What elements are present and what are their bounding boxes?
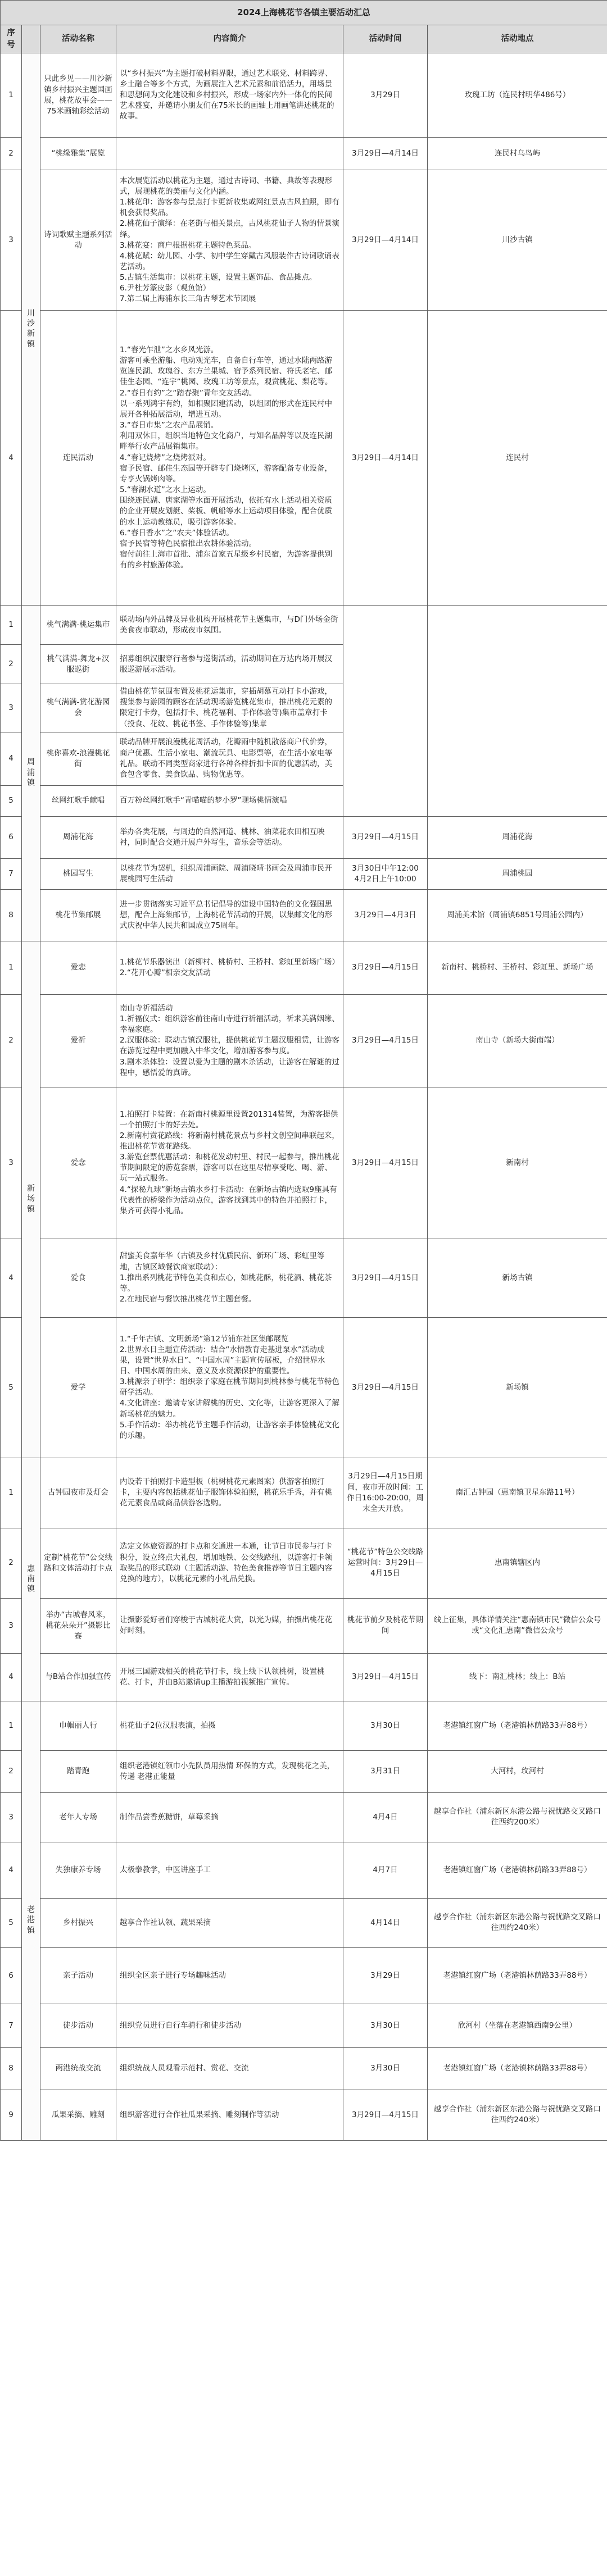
activity-desc: 开展三国游戏相关的桃花节打卡，线上线下认领桃树，设置桃花、打卡，并由B站邀请up主播游拍视频推广宣传。 — [116, 1653, 343, 1701]
row-number: 4 — [1, 1653, 22, 1701]
activity-time: 3月29日—4月15日 — [343, 1239, 428, 1317]
activity-name: 桃气满满-舞龙+汉服巡街 — [40, 645, 116, 684]
table-row — [1, 889, 607, 941]
row-number: 8 — [1, 2047, 22, 2090]
activity-desc: 1.“春光乍泄”之水乡风光游。 游客可乘坐游船、电动观光车，自备自行车等，通过水陆两路游览连民湖、玫瑰谷、东方兰果城、宿予系列民宿、符氏老宅、邮佳生态园、“连宇”桃园、玫瑰工坊等景点，观赏桃花、梨花等。 2.“春日有约”之“踏春聚”青年交友活动。 以一系列鸿宇有约，如相聚团建活动，以组团的形式在连民村中展开各种拓展活动，增进互动。 3.“春日市集”之农产品展销。 利用双休日，组织当地特色文化商户，与知名品牌等以及连民湖畔举行农产品展销集市。 4.“春记烧烤”之烧烤派对。 宿予民宿、邮佳生态园等开辟专门烧烤区，游客配备专业设备，专享火锅烤肉等。 5.“春湖水道”之水上运动。 围绕连民湖、唐家湖等水面开展活动，依托有水上活动相关资质的企业开展皮划艇、桨板、帆船等水上运动项目体验，配合优质的水上运动教练员，吸引游客体验。 6.“春日香水”之“农夫”体验活动。 宿予民宿等特色民宿推出农耕体验活动。 宿付前往上海市首批、浦东首家五星级乡村民宿，为游客提供别有的乡村旅游体验。 — [116, 311, 343, 606]
table-row — [1, 1087, 607, 1239]
town-name — [22, 1458, 40, 1701]
table-row — [1, 816, 607, 858]
activity-name: 桃气满满-赏花游园会 — [40, 684, 116, 732]
activity-time: 3月31日 — [343, 1750, 428, 1792]
activity-desc: 进一步贯彻落实习近平总书记倡导的建设中国特色的文化强国思想，配合上海集邮节，上海桃花节活动的开展，以集邮文化的形式庆祝中华人民共和国成立75周年。 — [116, 889, 343, 941]
activity-place: 线下：南汇桃林；线上：B站 — [428, 1653, 607, 1701]
town-label: 新场镇 — [27, 1184, 35, 1214]
activity-name: 老年人专场 — [40, 1792, 116, 1842]
table-row — [1, 1898, 607, 1947]
table-row — [1, 138, 607, 170]
activity-time: “桃花节”特色公交线路运营时间：3月29日—4月15日 — [343, 1528, 428, 1598]
activity-name: 瓜果采摘、雕刻 — [40, 2090, 116, 2140]
row-number: 3 — [1, 170, 22, 311]
activity-place: 老港镇红窗广场（老港镇林荫路33弄88号） — [428, 1842, 607, 1898]
activity-name: 定制“桃花节”公交线路和文体活动打卡点 — [40, 1528, 116, 1598]
table-row — [1, 1842, 607, 1898]
activity-time: 3月29日—4月15日 — [343, 1087, 428, 1239]
activity-time: 3月29日—4月15日期间，夜市开放时间：工作日16:00-20:00，周末全天开放。 — [343, 1458, 428, 1528]
activity-name: 与B站合作加强宣传 — [40, 1653, 116, 1701]
activity-time: 3月29日—4月15日 — [343, 2090, 428, 2140]
table-row — [1, 1239, 607, 1317]
activity-place: 新南村 — [428, 1087, 607, 1239]
activity-name: 巾帼丽人行 — [40, 1701, 116, 1750]
activity-desc: 联动场内外品牌及异业机构开展桃花节主题集市，与D门外场金街美食夜市联动，形成夜市氛围。 — [116, 606, 343, 645]
activity-name: 桃园写生 — [40, 858, 116, 889]
town-label: 周浦镇 — [27, 758, 35, 788]
row-number: 4 — [1, 1239, 22, 1317]
row-number: 3 — [1, 1792, 22, 1842]
activity-name: 徒步活动 — [40, 2004, 116, 2047]
activity-desc: 组织党员进行自行车骑行和徒步活动 — [116, 2004, 343, 2047]
activity-desc: 招募组织汉服穿行者参与巡街活动，活动期间在万达内场开展汉服巡游展示活动。 — [116, 645, 343, 684]
activity-time: 3月29日—4月15日 — [343, 994, 428, 1087]
row-number: 1 — [1, 941, 22, 994]
activity-name: 失独康养专场 — [40, 1842, 116, 1898]
row-number: 6 — [1, 816, 22, 858]
activity-desc: 1.桃花节乐器演出（新柳村、桃桥村、王桥村、彩虹里新场广场） 2.“花开心瓣”相亲交友活动 — [116, 941, 343, 994]
activity-place — [428, 606, 607, 817]
activity-place: 越享合作社（浦东新区东港公路与祝忧路交叉路口往西约200米） — [428, 1792, 607, 1842]
activity-desc: 桃花仙子2位汉服表演，拍摄 — [116, 1701, 343, 1750]
table-row — [1, 2004, 607, 2047]
activity-name: 爱祈 — [40, 994, 116, 1087]
table-row — [1, 1653, 607, 1701]
activity-time: 4月4日 — [343, 1792, 428, 1842]
activity-desc: 甜蜜美食嘉年华（古镇及乡村优质民宿、新环广场、彩虹里等地，古镇区域餐饮商家联动）： 1.推出系列桃花节特色美食和点心，如桃花酥，桃花酒、桃花茶等。 2.在地民宿与餐饮推出桃花节主题套餐。 — [116, 1239, 343, 1317]
row-number: 1 — [1, 53, 22, 138]
town-label: 老港镇 — [27, 1905, 35, 1935]
town-name — [22, 1701, 40, 2140]
activity-desc: 1.拍照打卡装置：在新南村桃源里设置201314装置，为游客提供一个拍照打卡的好去处。 2.新南村赏花路线：将新南村桃花景点与乡村文创空间串联起来，推出桃花节赏花路线。 3.游览套票优惠活动：和桃花发动村里、村民一起参与，推出桃花节期间限定的游览套票，游客可以在这里尽情享受吃、喝、游、玩一站式服务。 4.“探秘九球”新场古镇水乡打卡活动：在新场古镇内选取9座具有代表性的桥梁作为活动点位，游客找到其中的特色并拍照打卡，集齐可获得小礼品。 — [116, 1087, 343, 1239]
activity-desc: 以“乡村振兴”为主题打破材料界限，通过艺术联党、材料跨界、乡土融合等多个方式，为画展注入艺术元素和前沿活力，用场景和思想问为文化建设和乡村振兴，形成一场家内外一体化的民间艺术盛宴，并邀请小朋友们在75米长的画轴上用画笔讲述桃花的故事。 — [116, 53, 343, 138]
header-no: 序号 — [1, 25, 22, 53]
activity-desc: 太极拳教学，中医讲座手工 — [116, 1842, 343, 1898]
activity-name: 只此乡见——川沙新镇乡村振兴主题国画展，桃花故事会——75米画轴彩绘活动 — [40, 53, 116, 138]
activity-time: 3月29日—4月14日 — [343, 311, 428, 606]
row-number: 9 — [1, 2090, 22, 2140]
activity-name: 桃花节集邮展 — [40, 889, 116, 941]
activity-name: 诗词歌赋主题系列活动 — [40, 170, 116, 311]
activity-name: 丝网红歌手献唱 — [40, 785, 116, 816]
activity-desc: 组织全区亲子进行专场趣味活动 — [116, 1947, 343, 2004]
activity-place: 南汇古钟园（惠南镇卫星东路11号） — [428, 1458, 607, 1528]
header-place: 活动地点 — [428, 25, 607, 53]
activity-desc: 内设若干拍照打卡造型板（桃树桃花元素图案）供游客拍照打卡，主要内容包括桃花仙子服饰体验拍照，桃花乐手秀，并有桃花元素食品或商品供游客选购。 — [116, 1458, 343, 1528]
header-town — [22, 25, 40, 53]
activity-place: 新场古镇 — [428, 1239, 607, 1317]
row-number: 2 — [1, 1528, 22, 1598]
activity-place: 连民村乌鸟屿 — [428, 138, 607, 170]
activity-time: 3月30日中午12:00 4月2日上午10:00 — [343, 858, 428, 889]
activity-desc: 百万粉丝网红歌手“青喵喵的梦小罗”现场桃情演唱 — [116, 785, 343, 816]
activity-name: 古钟园夜市及灯会 — [40, 1458, 116, 1528]
town-name — [22, 53, 40, 606]
row-number: 5 — [1, 785, 22, 816]
activity-place: 玫瑰工坊（连民村明华486号） — [428, 53, 607, 138]
header-name: 活动名称 — [40, 25, 116, 53]
activity-name: 桃气满满-桃运集市 — [40, 606, 116, 645]
table-row — [1, 311, 607, 606]
activity-place: 连民村 — [428, 311, 607, 606]
activity-time: 桃花节前夕及桃花节期间 — [343, 1598, 428, 1653]
activity-desc: 借由桃花节氛围布置及桃花运集市，穿插胡慕互动打卡小游戏，搜集参与游园的顾客在活动现场游览桃花集市，推出桃花元素的限定打卡券，包括打卡、桃花福利、手作体验等)集市盖章打卡（投食、花纹、桃花书签、手作体验等)集章 — [116, 684, 343, 732]
activity-desc: 选定文体旅资源的打卡点和交通进一本通，让节日市民参与打卡积分，设立终点大礼包，增加地铁、公交线路组，以游客打卡领取奖品的形式联动（主题活动游、特色美食推荐等节日主题内容兑换的地方），以桃花元素的小礼品兑换。 — [116, 1528, 343, 1598]
activity-desc: 组织统战人员观看示范村、赏花、交流 — [116, 2047, 343, 2090]
activity-time: 3月29日—4月14日 — [343, 138, 428, 170]
row-number: 4 — [1, 1842, 22, 1898]
activity-name: 周浦花海 — [40, 816, 116, 858]
activity-name: “桃缘雅集”展览 — [40, 138, 116, 170]
activity-name: 踏青跑 — [40, 1750, 116, 1792]
activity-time: 3月30日 — [343, 2047, 428, 2090]
activity-desc: 组织老港镇红领巾小先队员用热情 环保的方式，发现桃花之美，传递 老港正能量 — [116, 1750, 343, 1792]
activity-time — [343, 606, 428, 817]
town-name — [22, 606, 40, 941]
town-name — [22, 941, 40, 1458]
activity-place: 新南村、桃桥村、王桥村、彩虹里、新场广场 — [428, 941, 607, 994]
activity-place: 南山寺（新场大街南端） — [428, 994, 607, 1087]
header-row — [1, 25, 607, 53]
activity-place: 川沙古镇 — [428, 170, 607, 311]
activity-time: 3月29日—4月15日 — [343, 941, 428, 994]
table-row — [1, 994, 607, 1087]
row-number: 7 — [1, 858, 22, 889]
row-number: 1 — [1, 1701, 22, 1750]
table-row — [1, 1598, 607, 1653]
row-number: 2 — [1, 1750, 22, 1792]
activity-place: 老港镇红窗广场（老港镇林荫路33弄88号） — [428, 2047, 607, 2090]
activity-time: 3月29日 — [343, 53, 428, 138]
activity-name: 连民活动 — [40, 311, 116, 606]
activity-desc: 本次展览活动以桃花为主题，通过古诗词、书籍、典故等表现形式，展现桃花的美丽与文化内涵。 1.桃花印：游客参与景点打卡更新收集或网红景点古风拍照，即有机会获得奖品。 2.桃花仙子演绎：在老街与相关景点，古风桃花仙子人物的情景演绎。 3.桃花宴：商户根据桃花主题特色菜品。 4.桃花赋：幼儿园、小学、初中学生穿戴古风服装作古诗词歌诵表艺活动。 5.古镇生活集市：以桃花主题，设置主题饰品、食品摊点。 6.尹杜芳篆皮影（观鱼馆） 7.第二届上海浦东长三角古琴艺术节团展 — [116, 170, 343, 311]
row-number: 8 — [1, 889, 22, 941]
row-number: 6 — [1, 1947, 22, 2004]
activity-desc: 以桃花节为契机，组织周浦画院、周浦晓晴书画会及周浦市民开展桃园写生活动 — [116, 858, 343, 889]
activity-desc: 举办各类花展，与周边的自然河道、桃林、油菜花农田相互映衬，同时配合交通开展户外写生，音乐会等活动。 — [116, 816, 343, 858]
header-desc: 内容简介 — [116, 25, 343, 53]
activity-desc: 1.“千年古镇、文明新场”第12节浦东社区集邮展览 2.世界水日主题宣传活动：结合“水情教育走基进泵水”活动成果，设置“世界水日”、“中国水周”主题宣传展板，介绍世界水日、中国水周的由来、意义及水资源保护的重要性。 3.桃源亲子研学：组织亲子家庭在桃节期间到桃林参与桃花节特色研学活动。 4.文化讲座：邀请专家讲解桃的历史、文化等，让游客更深入了解新场桃花的魅力。 5.手作活动：举办桃花节主题手作活动，让游客亲手体验桃花文化的乐趣。 — [116, 1317, 343, 1458]
activity-place: 越享合作社（浦东新区东港公路与祝忧路交叉路口往西约240米） — [428, 1898, 607, 1947]
activity-place: 周浦美术馆（周浦镇6851号周浦公园内） — [428, 889, 607, 941]
activity-desc: 南山寺祈福活动 1.祈福仪式：组织游客前往南山寺进行祈福活动，祈求美满姻缘、幸福家庭。 2.汉服体验：联动古镇汉服社，提供桃花节主题汉服租赁，让游客在游览过程中更加融入中华文化，增加游客参与度。 3.剧本杀体验：设置以爱为主题的剧本杀活动，让游客在解谜的过程中，感悟爱的真谛。 — [116, 994, 343, 1087]
activity-place: 老港镇红窗广场（老港镇林荫路33弄88号） — [428, 1947, 607, 2004]
table-row — [1, 170, 607, 311]
activity-name: 乡村振兴 — [40, 1898, 116, 1947]
table-row — [1, 1458, 607, 1528]
activity-time: 4月14日 — [343, 1898, 428, 1947]
row-number: 3 — [1, 1087, 22, 1239]
table-row — [1, 1750, 607, 1792]
activity-desc — [116, 138, 343, 170]
table-row — [1, 2090, 607, 2140]
activity-name: 桃你喜欢-浪漫桃花街 — [40, 732, 116, 785]
activity-name: 爱学 — [40, 1317, 116, 1458]
row-number: 5 — [1, 1898, 22, 1947]
activity-time: 3月30日 — [343, 1701, 428, 1750]
row-number: 1 — [1, 1458, 22, 1528]
row-number: 1 — [1, 606, 22, 645]
activity-time: 3月29日—4月15日 — [343, 1653, 428, 1701]
activity-name: 亲子活动 — [40, 1947, 116, 2004]
row-number: 7 — [1, 2004, 22, 2047]
activity-name: 爱食 — [40, 1239, 116, 1317]
header-time: 活动时间 — [343, 25, 428, 53]
activity-name: 举办“古城春风来，桃花朵朵开”摄影比赛 — [40, 1598, 116, 1653]
table-row — [1, 1317, 607, 1458]
activity-time: 3月29日 — [343, 1947, 428, 2004]
table-row — [1, 1528, 607, 1598]
row-number: 2 — [1, 645, 22, 684]
activity-place: 老港镇红窗广场（老港镇林荫路33弄88号） — [428, 1701, 607, 1750]
row-number: 2 — [1, 138, 22, 170]
table-row — [1, 2047, 607, 2090]
activity-time: 3月29日—4月15日 — [343, 1317, 428, 1458]
table-row — [1, 1701, 607, 1750]
town-label: 川沙新镇 — [27, 308, 35, 349]
table-row — [1, 1792, 607, 1842]
table-row — [1, 606, 607, 645]
row-number: 3 — [1, 684, 22, 732]
activity-place: 线上征集，具体详情关注“惠南镇市民”微信公众号或“文化汇惠南”微信公众号 — [428, 1598, 607, 1653]
activity-name: 两港统战交流 — [40, 2047, 116, 2090]
town-label: 惠南镇 — [27, 1564, 35, 1594]
activity-place: 周浦桃园 — [428, 858, 607, 889]
table-row — [1, 941, 607, 994]
row-number: 4 — [1, 311, 22, 606]
activity-desc: 制作品尝香蕉糖饼，草莓采摘 — [116, 1792, 343, 1842]
activity-time: 3月30日 — [343, 2004, 428, 2047]
activity-place: 欣河村（坐落在老港镇西南9公里） — [428, 2004, 607, 2047]
activity-time: 3月29日—4月3日 — [343, 889, 428, 941]
table-row — [1, 53, 607, 138]
table-title: 2024上海桃花节各镇主要活动汇总 — [1, 1, 607, 25]
activity-name: 爱念 — [40, 1087, 116, 1239]
activity-desc: 联动品牌开展浪漫桃花周活动，花瓣雨中随机散落商户代价券，商户优惠、生活小家电、潮流玩具、电影票等，在生活小家电等礼品。联动不同类型商家进行各种各样折扣卡面的优惠活动，美食包含零食、美食饮品、购物优惠等。 — [116, 732, 343, 785]
activity-place: 周浦花海 — [428, 816, 607, 858]
row-number: 5 — [1, 1317, 22, 1458]
activity-place: 惠南镇辖区内 — [428, 1528, 607, 1598]
activity-time: 4月7日 — [343, 1842, 428, 1898]
table-row — [1, 858, 607, 889]
row-number: 3 — [1, 1598, 22, 1653]
activity-desc: 越享合作社认领、蔬果采摘 — [116, 1898, 343, 1947]
row-number: 4 — [1, 732, 22, 785]
activity-place: 新场镇 — [428, 1317, 607, 1458]
row-number: 2 — [1, 994, 22, 1087]
title-row — [1, 1, 607, 25]
activity-name: 爱恋 — [40, 941, 116, 994]
activity-time: 3月29日—4月14日 — [343, 170, 428, 311]
activity-place: 越享合作社（浦东新区东港公路与祝忧路交叉路口往西约240米） — [428, 2090, 607, 2140]
activity-place: 大河村，玫河村 — [428, 1750, 607, 1792]
activity-desc: 让摄影爱好者们穿梭于古城桃花大赏，以光为媒，拍摄出桃花花好时刻。 — [116, 1598, 343, 1653]
table-row — [1, 1947, 607, 2004]
activity-time: 3月29日—4月15日 — [343, 816, 428, 858]
activity-desc: 组织游客进行合作社瓜果采摘、雕刻制作等活动 — [116, 2090, 343, 2140]
